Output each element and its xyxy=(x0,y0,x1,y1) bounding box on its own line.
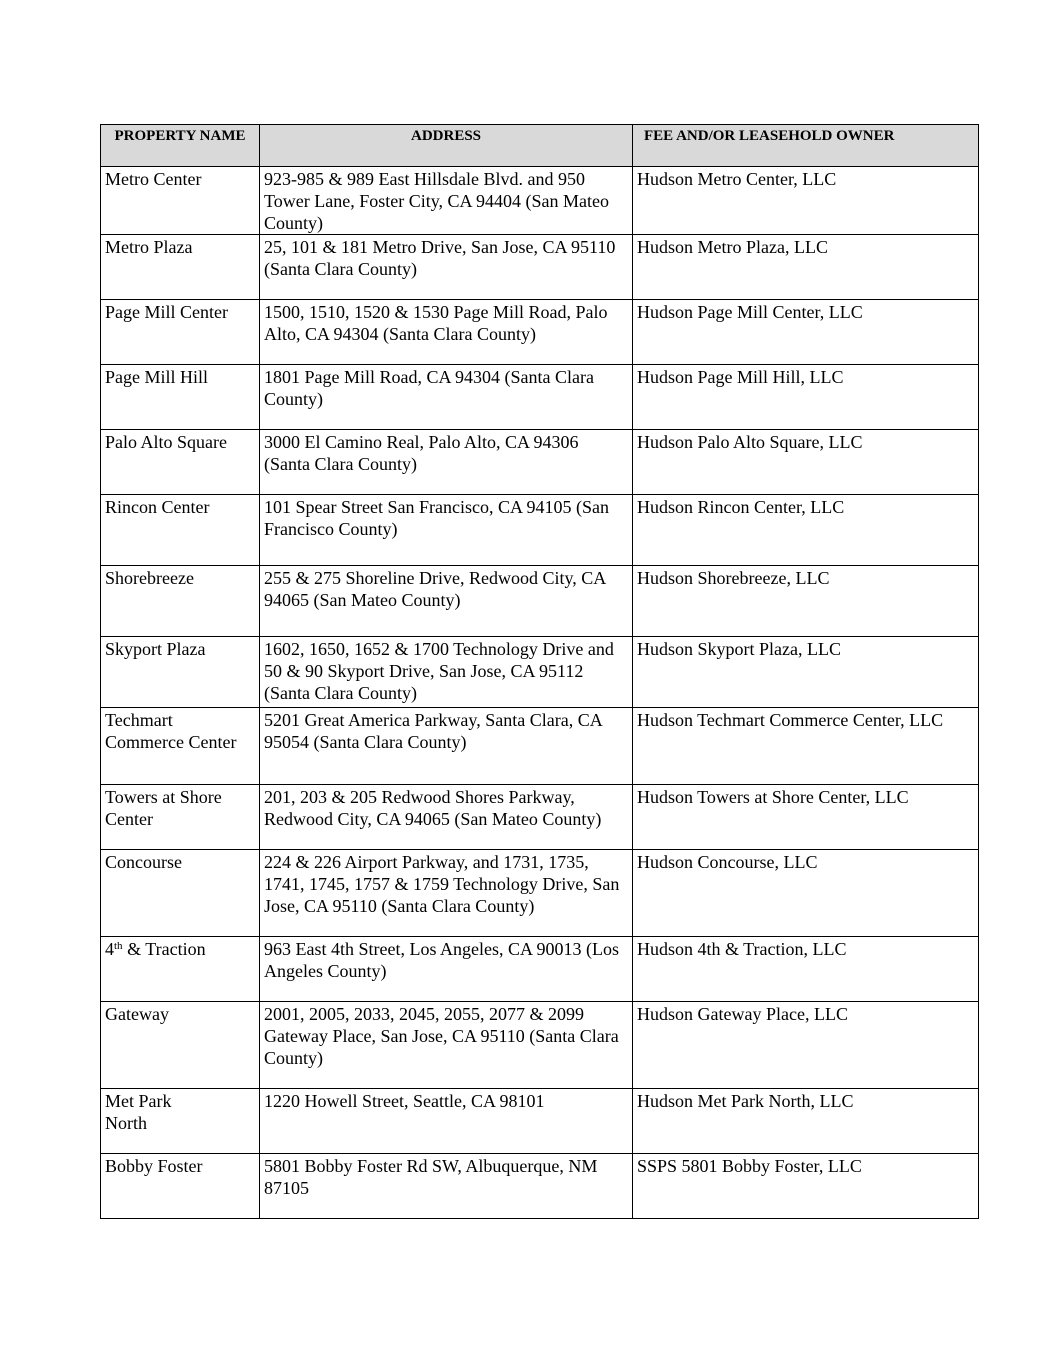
table-row xyxy=(101,167,979,235)
property-owner: Hudson Metro Plaza, LLC xyxy=(633,235,979,300)
table-row xyxy=(101,785,979,850)
property-name: Page Mill Center xyxy=(101,300,260,365)
table-row xyxy=(101,495,979,566)
table-header-row xyxy=(101,125,979,167)
property-address: 1500, 1510, 1520 & 1530 Page Mill Road, Palo Alto, CA 94304 (Santa Clara County) xyxy=(260,300,633,365)
property-owner: SSPS 5801 Bobby Foster, LLC xyxy=(633,1154,979,1219)
table-row xyxy=(101,850,979,937)
property-address: 201, 203 & 205 Redwood Shores Parkway, Redwood City, CA 94065 (San Mateo County) xyxy=(260,785,633,850)
property-address: 1801 Page Mill Road, CA 94304 (Santa Clara County) xyxy=(260,365,633,430)
property-owner: Hudson Palo Alto Square, LLC xyxy=(633,430,979,495)
property-name: Shorebreeze xyxy=(101,566,260,637)
property-address: 25, 101 & 181 Metro Drive, San Jose, CA 95110 (Santa Clara County) xyxy=(260,235,633,300)
table-row xyxy=(101,566,979,637)
header-address: ADDRESS xyxy=(260,125,633,167)
property-table xyxy=(100,124,979,1219)
property-owner: Hudson Page Mill Center, LLC xyxy=(633,300,979,365)
name-prefix: 4 xyxy=(105,939,114,959)
property-owner: Hudson Gateway Place, LLC xyxy=(633,1002,979,1089)
property-address: 5801 Bobby Foster Rd SW, Albuquerque, NM 87105 xyxy=(260,1154,633,1219)
property-address: 3000 El Camino Real, Palo Alto, CA 94306 (Santa Clara County) xyxy=(260,430,633,495)
property-name: Techmart Commerce Center xyxy=(101,708,260,785)
property-name: Metro Plaza xyxy=(101,235,260,300)
property-address: 2001, 2005, 2033, 2045, 2055, 2077 & 2099 Gateway Place, San Jose, CA 95110 (Santa Clara County) xyxy=(260,1002,633,1089)
property-owner: Hudson Shorebreeze, LLC xyxy=(633,566,979,637)
property-owner: Hudson Skyport Plaza, LLC xyxy=(633,637,979,708)
property-name: Met Park North xyxy=(101,1089,260,1154)
table-row xyxy=(101,1089,979,1154)
property-address: 101 Spear Street San Francisco, CA 94105 (San Francisco County) xyxy=(260,495,633,566)
name-suffix: & Traction xyxy=(122,939,206,959)
property-name: Rincon Center xyxy=(101,495,260,566)
property-owner: Hudson Techmart Commerce Center, LLC xyxy=(633,708,979,785)
property-owner: Hudson Page Mill Hill, LLC xyxy=(633,365,979,430)
table-row xyxy=(101,637,979,708)
table-row xyxy=(101,430,979,495)
property-name xyxy=(101,937,260,1002)
property-address: 5201 Great America Parkway, Santa Clara, CA 95054 (Santa Clara County) xyxy=(260,708,633,785)
property-address: 255 & 275 Shoreline Drive, Redwood City, CA 94065 (San Mateo County) xyxy=(260,566,633,637)
header-property-name: PROPERTY NAME xyxy=(101,125,260,167)
property-name: Gateway xyxy=(101,1002,260,1089)
property-address: 963 East 4th Street, Los Angeles, CA 90013 (Los Angeles County) xyxy=(260,937,633,1002)
property-owner: Hudson Concourse, LLC xyxy=(633,850,979,937)
property-owner: Hudson 4th & Traction, LLC xyxy=(633,937,979,1002)
table-row xyxy=(101,235,979,300)
table-row xyxy=(101,708,979,785)
table-row xyxy=(101,365,979,430)
property-name: Skyport Plaza xyxy=(101,637,260,708)
property-owner: Hudson Rincon Center, LLC xyxy=(633,495,979,566)
property-name: Metro Center xyxy=(101,167,260,235)
property-name: Bobby Foster xyxy=(101,1154,260,1219)
table-row xyxy=(101,1154,979,1219)
property-address: 1602, 1650, 1652 & 1700 Technology Drive and 50 & 90 Skyport Drive, San Jose, CA 95112 (Santa Clara County) xyxy=(260,637,633,708)
table-row xyxy=(101,1002,979,1089)
property-address: 1220 Howell Street, Seattle, CA 98101 xyxy=(260,1089,633,1154)
property-owner: Hudson Towers at Shore Center, LLC xyxy=(633,785,979,850)
property-name: Palo Alto Square xyxy=(101,430,260,495)
property-address: 224 & 226 Airport Parkway, and 1731, 1735, 1741, 1745, 1757 & 1759 Technology Drive, San Jose, CA 95110 (Santa Clara County) xyxy=(260,850,633,937)
ordinal-suffix: th xyxy=(114,940,123,952)
header-owner: FEE AND/OR LEASEHOLD OWNER xyxy=(633,125,979,167)
property-owner: Hudson Met Park North, LLC xyxy=(633,1089,979,1154)
property-name: Page Mill Hill xyxy=(101,365,260,430)
table-row xyxy=(101,937,979,1002)
property-address: 923-985 & 989 East Hillsdale Blvd. and 950 Tower Lane, Foster City, CA 94404 (San Mateo County) xyxy=(260,167,633,235)
property-owner: Hudson Metro Center, LLC xyxy=(633,167,979,235)
table-row xyxy=(101,300,979,365)
property-name: Towers at Shore Center xyxy=(101,785,260,850)
property-name: Concourse xyxy=(101,850,260,937)
